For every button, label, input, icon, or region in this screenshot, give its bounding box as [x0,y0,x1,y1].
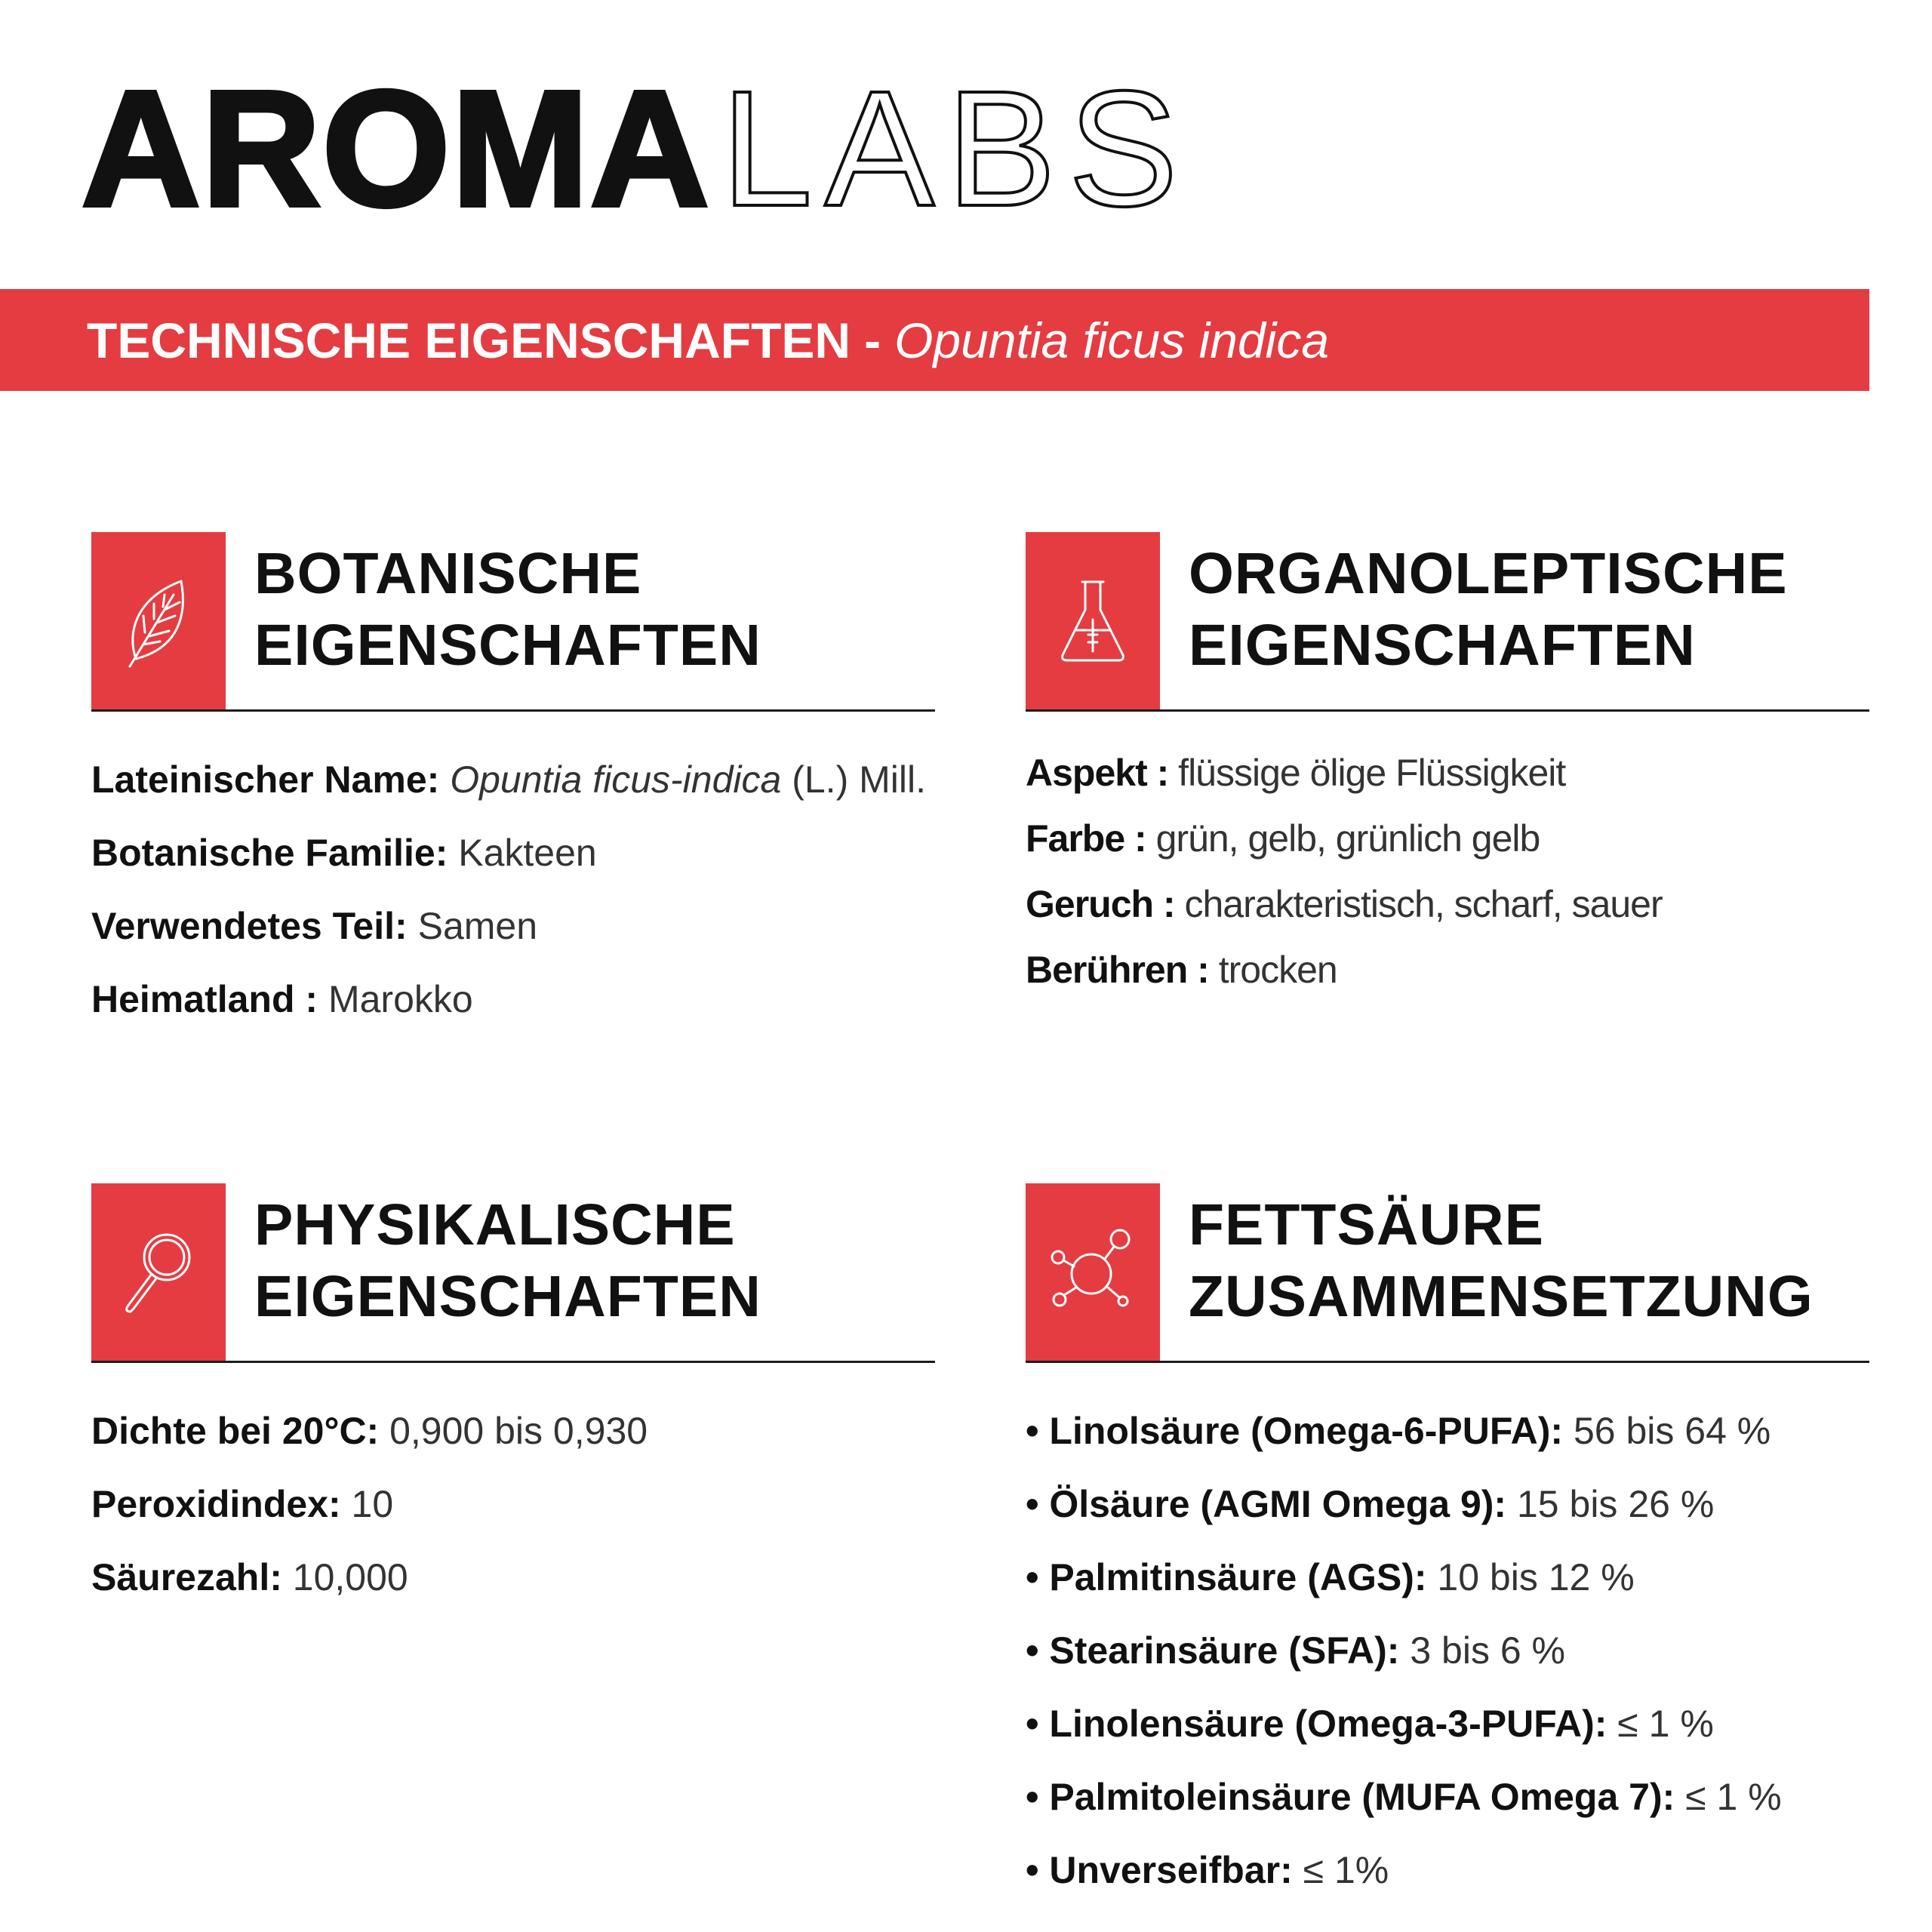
row-label: • Linolensäure (Omega-3-PUFA): [1026,1703,1607,1745]
list-item [1026,1834,1869,1907]
row-label: Farbe : [1026,817,1146,860]
molecule-icon [1048,1227,1138,1318]
list-item [1026,1541,1869,1614]
row-label: • Palmitinsäure (AGS): [1026,1556,1427,1598]
icon-box [1026,1183,1160,1361]
section-header [91,532,935,712]
row-label: Berühren : [1026,949,1209,991]
row-value: 3 bis 6 % [1410,1629,1565,1672]
flask-icon [1055,576,1131,666]
list-item [91,1541,935,1614]
list-item [1026,1614,1869,1687]
brand-logo [82,57,1190,241]
icon-box [91,532,226,709]
title-line-2: ZUSAMMENSETZUNG [1189,1264,1814,1329]
row-value-italic: Opuntia ficus-indica [450,758,782,801]
title-line-2: EIGENSCHAFTEN [254,1264,761,1329]
row-value: ≤ 1 % [1685,1776,1782,1818]
list-item [91,817,935,890]
title-line-1: ORGANOLEPTISCHE [1189,541,1788,606]
row-label: Säurezahl: [91,1556,282,1598]
section-header [91,1183,935,1363]
logo-light-text: LABS [721,57,1190,241]
row-value [450,758,926,801]
section-title [254,538,761,681]
list-item [1026,872,1869,937]
list-item [91,1468,935,1541]
row-label: Geruch : [1026,883,1175,925]
row-label: • Ölsäure (AGMI Omega 9): [1026,1483,1507,1525]
row-value: 15 bis 26 % [1517,1483,1715,1525]
section-title [1189,1189,1814,1333]
title-line-1: BOTANISCHE [254,541,642,606]
title-banner [0,289,1869,391]
row-label: Dichte bei 20°C: [91,1410,380,1452]
section-organoleptic [1026,532,1869,1003]
list-item [1026,937,1869,1003]
leaf-icon [121,572,196,670]
row-value: 10 [351,1483,394,1525]
icon-box [91,1183,226,1361]
row-label: Lateinischer Name: [91,758,440,801]
row-label: • Stearinsäure (SFA): [1026,1629,1400,1672]
row-value: 10 bis 12 % [1437,1556,1635,1598]
list-item [1026,1468,1869,1541]
title-line-2: EIGENSCHAFTEN [254,613,761,678]
row-label: Peroxidindex: [91,1483,341,1525]
row-value: ≤ 1% [1303,1849,1389,1891]
section-fatty-acid [1026,1183,1869,1907]
list-item [91,890,935,963]
property-list [1026,1363,1869,1907]
property-list [91,712,935,1036]
row-value: flüssige ölige Flüssigkeit [1178,752,1566,794]
row-label: Aspekt : [1026,752,1169,794]
row-value-text: (L.) Mill. [792,758,926,801]
list-item [91,743,935,817]
row-value: Kakteen [458,832,597,874]
section-header [1026,532,1869,712]
banner-species: Opuntia ficus indica [894,312,1330,368]
section-title [1189,538,1788,681]
row-value: ≤ 1 % [1617,1703,1714,1745]
title-line-1: FETTSÄURE [1189,1192,1544,1257]
row-value: Samen [417,905,538,947]
section-header [1026,1183,1869,1363]
list-item [1026,1761,1869,1834]
list-item [1026,806,1869,872]
icon-box [1026,532,1160,709]
row-label: Botanische Familie: [91,832,448,874]
title-line-2: EIGENSCHAFTEN [1189,613,1696,678]
property-list [1026,712,1869,1003]
list-item [1026,740,1869,806]
magnifier-icon [117,1227,200,1318]
row-value: 10,000 [292,1556,408,1598]
section-botanical [91,532,935,1036]
logo-bold-text: AROMA [82,57,711,241]
row-label: • Palmitoleinsäure (MUFA Omega 7): [1026,1776,1675,1818]
list-item [1026,1395,1869,1468]
list-item [1026,1687,1869,1761]
row-label: • Unverseifbar: [1026,1849,1293,1891]
property-list [91,1363,935,1614]
banner-separator: - [864,312,881,368]
banner-title: TECHNISCHE EIGENSCHAFTEN [87,312,851,368]
section-physical [91,1183,935,1614]
row-label: • Linolsäure (Omega-6-PUFA): [1026,1410,1564,1452]
row-label: Verwendetes Teil: [91,905,408,947]
row-value: 0,900 bis 0,930 [389,1410,648,1452]
row-value: charakteristisch, scharf, sauer [1184,883,1663,925]
row-value: 56 bis 64 % [1573,1410,1771,1452]
row-value: grün, gelb, grünlich gelb [1155,817,1540,860]
row-value: Marokko [328,978,473,1020]
title-line-1: PHYSIKALISCHE [254,1192,736,1257]
section-title [254,1189,761,1333]
list-item [91,963,935,1036]
row-value: trocken [1218,949,1337,991]
row-label: Heimatland : [91,978,318,1020]
list-item [91,1395,935,1468]
